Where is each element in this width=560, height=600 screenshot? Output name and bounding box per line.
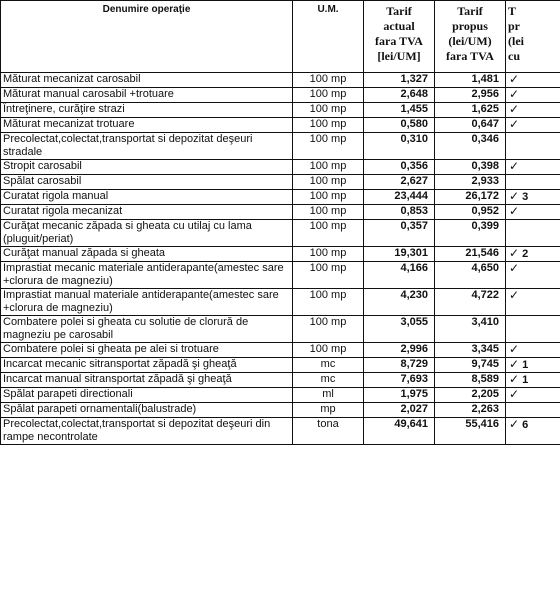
operation-name: Măturat manual carosabil +trotuare [1,88,293,103]
operation-name: Combatere polei si gheata cu solutie de clorură de magneziu pe carosabil [1,316,293,343]
proposed-tariff-value: 1,481 [471,73,499,85]
unit-of-measure: 100 mp [293,190,364,205]
handwritten-check-icon: ✓ [509,189,520,203]
proposed-tariff [435,220,506,247]
handwritten-check-icon: ✓ [509,261,520,275]
table-row [1,133,560,160]
header-extra-cut: T pr (lei cu [506,1,560,73]
handwritten-check-icon: ✓ [509,417,520,431]
current-tariff: 0,580 [364,118,435,133]
operation-name: Imprastiat manual materiale antiderapante(amestec sare +clorura de magneziu) [1,289,293,316]
proposed-tariff [435,88,506,103]
current-tariff: 3,055 [364,316,435,343]
table-row [1,388,560,403]
proposed-tariff [435,403,506,418]
table-row [1,403,560,418]
extra-column-cell [506,88,560,103]
proposed-tariff-value: 0,346 [471,133,499,145]
unit-of-measure: 100 mp [293,88,364,103]
handwritten-check-icon: ✓ [509,357,520,371]
proposed-tariff-value: 3,345 [471,343,499,355]
proposed-tariff [435,247,506,262]
operation-name: Imprastiat mecanic materiale antiderapante(amestec sare +clorura de magneziu) [1,262,293,289]
table-row [1,418,560,445]
current-tariff: 1,975 [364,388,435,403]
proposed-tariff [435,388,506,403]
table-row [1,289,560,316]
extra-column-cell [506,190,560,205]
unit-of-measure: mc [293,373,364,388]
extra-column-cell [506,160,560,175]
table-row [1,358,560,373]
extra-column-cell [506,358,560,373]
unit-of-measure: 100 mp [293,73,364,88]
proposed-tariff [435,190,506,205]
extra-column-cell [506,418,560,445]
operation-name: Spălat parapeti ornamentali(balustrade) [1,403,293,418]
proposed-tariff [435,133,506,160]
table-row [1,205,560,220]
current-tariff: 2,027 [364,403,435,418]
unit-of-measure: ml [293,388,364,403]
current-tariff: 1,455 [364,103,435,118]
extra-value: 3 [522,191,529,203]
operation-name: Curăţat mecanic zăpada si gheata cu utilaj cu lama (pluguit/periat) [1,220,293,247]
extra-column-cell [506,388,560,403]
operation-name: Spălat carosabil [1,175,293,190]
proposed-tariff [435,343,506,358]
operation-name: Întreţinere, curăţire strazi [1,103,293,118]
operation-name: Măturat mecanizat carosabil [1,73,293,88]
unit-of-measure: 100 mp [293,220,364,247]
extra-column-cell [506,175,560,190]
handwritten-check-icon: ✓ [509,159,520,173]
current-tariff: 49,641 [364,418,435,445]
handwritten-check-icon: ✓ [509,117,520,131]
current-tariff: 0,310 [364,133,435,160]
handwritten-check-icon: ✓ [509,246,520,260]
proposed-tariff [435,373,506,388]
current-tariff: 7,693 [364,373,435,388]
extra-column-cell [506,316,560,343]
table-row [1,73,560,88]
operation-name: Stropit carosabil [1,160,293,175]
proposed-tariff [435,103,506,118]
table-row [1,373,560,388]
header-row [1,1,560,73]
handwritten-check-icon: ✓ [509,102,520,116]
proposed-tariff [435,160,506,175]
table-row [1,103,560,118]
extra-column-cell [506,118,560,133]
proposed-tariff-value: 0,952 [471,205,499,217]
extra-value: 2 [522,248,529,260]
header-unit: U.M. [293,1,364,73]
extra-column-cell [506,247,560,262]
proposed-tariff [435,73,506,88]
extra-column-cell [506,205,560,220]
proposed-tariff [435,175,506,190]
header-operation-name: Denumire operaţie [1,1,293,73]
operation-name: Curatat rigola manual [1,190,293,205]
proposed-tariff-value: 2,205 [471,388,499,400]
current-tariff: 2,648 [364,88,435,103]
proposed-tariff-value: 0,398 [471,160,499,172]
extra-column-cell [506,343,560,358]
proposed-tariff [435,316,506,343]
current-tariff: 0,356 [364,160,435,175]
operation-name: Combatere polei si gheata pe alei si trotuare [1,343,293,358]
table-row [1,316,560,343]
proposed-tariff [435,418,506,445]
unit-of-measure: 100 mp [293,103,364,118]
operation-name: Curatat rigola mecanizat [1,205,293,220]
current-tariff: 4,230 [364,289,435,316]
table-row [1,220,560,247]
extra-column-cell [506,103,560,118]
extra-value: 1 [522,374,529,386]
extra-column-cell [506,373,560,388]
proposed-tariff-value: 0,647 [471,118,499,130]
proposed-tariff [435,289,506,316]
unit-of-measure: 100 mp [293,316,364,343]
proposed-tariff-value: 26,172 [465,190,499,202]
proposed-tariff-value: 55,416 [465,418,499,430]
table-row [1,160,560,175]
handwritten-check-icon: ✓ [509,72,520,86]
unit-of-measure: 100 mp [293,205,364,220]
extra-value: 1 [522,359,529,371]
extra-column-cell [506,220,560,247]
unit-of-measure: tona [293,418,364,445]
operation-name: Măturat mecanizat trotuare [1,118,293,133]
operation-name: Curăţat manual zăpada si gheata [1,247,293,262]
table-body [1,73,560,445]
unit-of-measure: 100 mp [293,247,364,262]
unit-of-measure: mc [293,358,364,373]
proposed-tariff-value: 9,745 [471,358,499,370]
proposed-tariff-value: 2,956 [471,88,499,100]
unit-of-measure: 100 mp [293,289,364,316]
current-tariff: 1,327 [364,73,435,88]
proposed-tariff-value: 3,410 [471,316,499,328]
extra-column-cell [506,403,560,418]
header-proposed-tariff: Tarif propus (lei/UM) fara TVA [435,1,506,73]
proposed-tariff-value: 2,933 [471,175,499,187]
unit-of-measure: 100 mp [293,262,364,289]
table-row [1,262,560,289]
current-tariff: 2,627 [364,175,435,190]
current-tariff: 0,853 [364,205,435,220]
proposed-tariff-value: 0,399 [471,220,499,232]
proposed-tariff [435,118,506,133]
table-row [1,118,560,133]
operation-name: Incarcat manual sitransportat zăpadă şi gheaţă [1,373,293,388]
current-tariff: 2,996 [364,343,435,358]
operation-name: Spălat parapeti directionali [1,388,293,403]
extra-column-cell [506,289,560,316]
extra-column-cell [506,133,560,160]
unit-of-measure: 100 mp [293,175,364,190]
proposed-tariff [435,262,506,289]
extra-value: 6 [522,419,529,431]
operation-name: Precolectat,colectat,transportat si depozitat deşeuri din rampe necontrolate [1,418,293,445]
operation-name: Precolectat,colectat,transportat si depozitat deşeuri stradale [1,133,293,160]
table-row [1,190,560,205]
proposed-tariff-value: 4,722 [471,289,499,301]
handwritten-check-icon: ✓ [509,372,520,386]
extra-column-cell [506,73,560,88]
current-tariff: 0,357 [364,220,435,247]
handwritten-check-icon: ✓ [509,87,520,101]
proposed-tariff-value: 4,650 [471,262,499,274]
table-row [1,88,560,103]
proposed-tariff [435,205,506,220]
header-current-tariff: Tarif actual fara TVA [lei/UM] [364,1,435,73]
unit-of-measure: mp [293,403,364,418]
proposed-tariff-value: 2,263 [471,403,499,415]
proposed-tariff-value: 1,625 [471,103,499,115]
handwritten-check-icon: ✓ [509,204,520,218]
table-row [1,343,560,358]
proposed-tariff-value: 21,546 [465,247,499,259]
handwritten-check-icon: ✓ [509,387,520,401]
proposed-tariff [435,358,506,373]
unit-of-measure: 100 mp [293,160,364,175]
handwritten-check-icon: ✓ [509,342,520,356]
unit-of-measure: 100 mp [293,343,364,358]
operation-name: Incarcat mecanic sitransportat zăpadă şi gheaţă [1,358,293,373]
proposed-tariff-value: 8,589 [471,373,499,385]
table-row [1,175,560,190]
extra-column-cell [506,262,560,289]
current-tariff: 19,301 [364,247,435,262]
current-tariff: 23,444 [364,190,435,205]
handwritten-check-icon: ✓ [509,288,520,302]
unit-of-measure: 100 mp [293,133,364,160]
current-tariff: 4,166 [364,262,435,289]
current-tariff: 8,729 [364,358,435,373]
unit-of-measure: 100 mp [293,118,364,133]
table-row [1,247,560,262]
